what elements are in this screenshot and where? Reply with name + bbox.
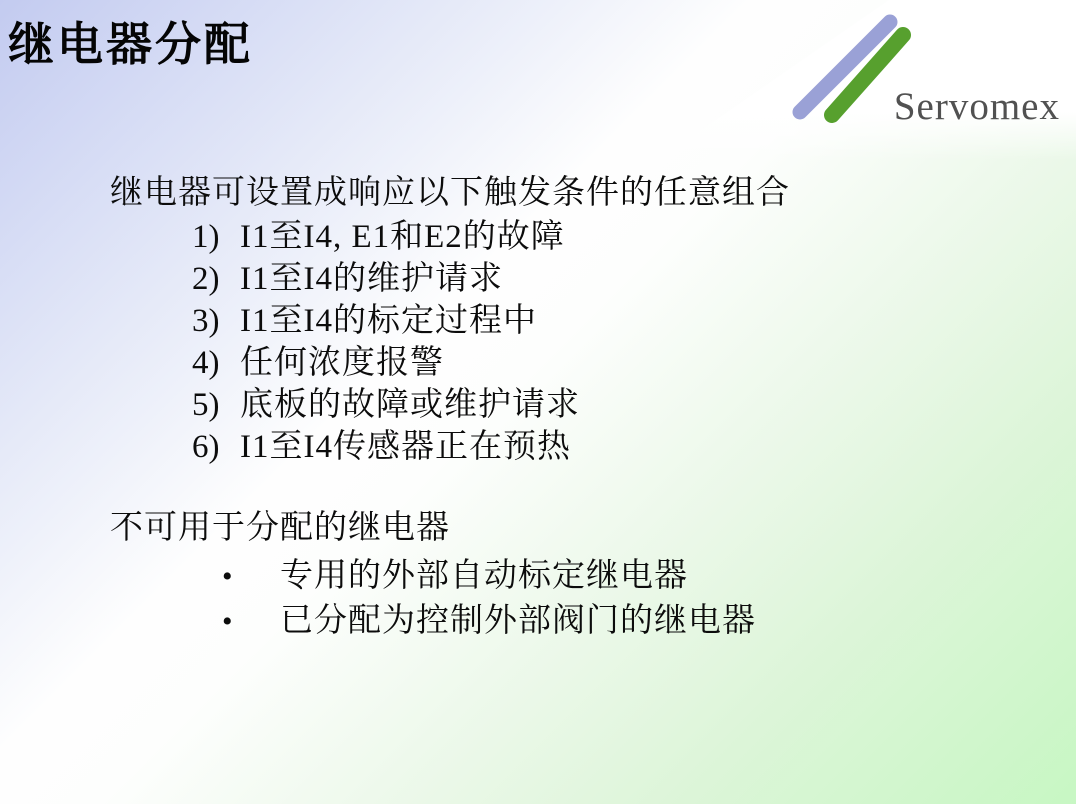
bullet-icon: •	[222, 605, 234, 638]
excluded-relays-list	[110, 554, 756, 644]
excluded-relay-item	[110, 554, 756, 599]
item-number: 1)	[192, 219, 220, 255]
item-text: 底板的故障或维护请求	[240, 387, 580, 423]
trigger-item	[110, 384, 790, 426]
trigger-item	[110, 258, 790, 300]
intro-line: 继电器可设置成响应以下触发条件的任意组合	[110, 175, 790, 211]
logo-wordmark: Servomex	[893, 85, 1060, 128]
item-number: 3)	[192, 303, 220, 339]
item-text: I1至I4的标定过程中	[240, 303, 537, 339]
excluded-relay-item	[110, 599, 756, 644]
item-text: I1至I4的维护请求	[240, 261, 503, 297]
item-number: 5)	[192, 387, 220, 423]
item-text: 已分配为控制外部阀门的继电器	[280, 603, 756, 639]
item-number: 6)	[192, 429, 220, 465]
item-text: I1至I4, E1和E2的故障	[240, 219, 565, 255]
item-text: I1至I4传感器正在预热	[240, 429, 571, 465]
trigger-list	[110, 216, 790, 468]
bullet-icon: •	[222, 560, 234, 593]
trigger-item	[110, 300, 790, 342]
item-text: 任何浓度报警	[240, 345, 444, 381]
excluded-relays-block	[110, 506, 756, 644]
trigger-conditions-block	[110, 170, 790, 468]
excluded-relays-heading: 不可用于分配的继电器	[110, 510, 450, 546]
item-text: 专用的外部自动标定继电器	[280, 558, 688, 594]
slide-title: 继电器分配	[8, 19, 253, 70]
item-number: 2)	[192, 261, 220, 297]
trigger-item	[110, 426, 790, 468]
trigger-item	[110, 216, 790, 258]
trigger-item	[110, 342, 790, 384]
item-number: 4)	[192, 345, 220, 381]
